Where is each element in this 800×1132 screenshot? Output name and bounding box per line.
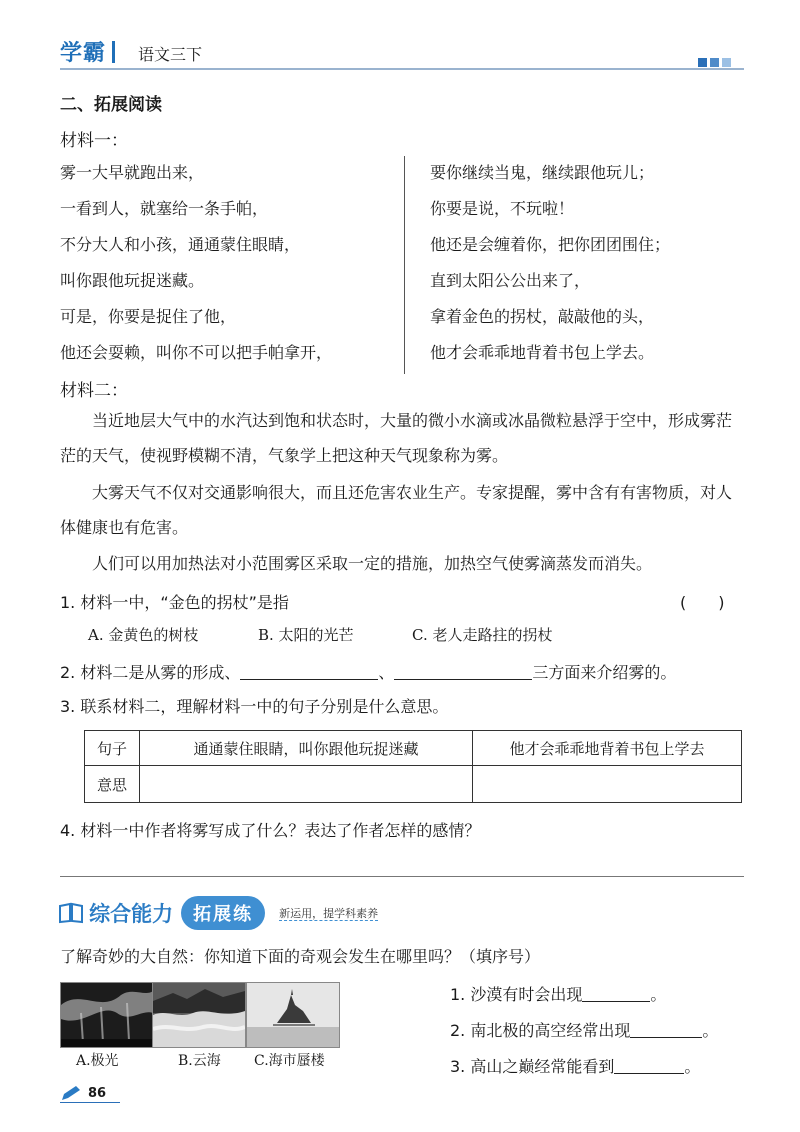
brand-logo (60, 36, 115, 67)
fill-item-end: 。 (684, 1057, 701, 1076)
footer-line (60, 1102, 120, 1103)
question-2-text-end: 三方面来介绍雾的。 (532, 663, 677, 682)
material2-paragraph: 人们可以用加热法对小范围雾区采取一定的措施，加热空气使雾滴蒸发而消失。 (92, 554, 653, 573)
poem-left-line: 他还会耍赖，叫你不可以把手帕拿开， (60, 343, 333, 362)
poem-right-line: 你要是说，不玩啦！ (430, 199, 575, 218)
answer-cell[interactable] (140, 766, 473, 803)
fill-item (450, 1018, 718, 1041)
photo-caption: B.云海 (178, 1053, 221, 1069)
table-header: 句子 (85, 731, 140, 766)
answer-blank[interactable] (630, 1021, 702, 1038)
mirage-photo (246, 982, 340, 1048)
banner-title: 综合能力 (89, 902, 174, 926)
book-icon (58, 902, 84, 924)
pencil-icon (60, 1084, 82, 1102)
banner-tag: 新运用，提学科素养 (279, 907, 379, 920)
poem-right-line: 要你继续当鬼，继续跟他玩儿； (430, 163, 655, 182)
answer-cell[interactable] (473, 766, 742, 803)
poem-right-line: 他才会乖乖地背着书包上学去。 (430, 343, 655, 362)
question-2-sep: 、 (378, 663, 395, 682)
fill-item-end: 。 (702, 1021, 719, 1040)
poem-right-line: 直到太阳公公出来了， (430, 271, 591, 290)
answer-blank[interactable] (394, 663, 532, 680)
fill-item (450, 1054, 700, 1077)
subject-label: 语文三下 (138, 45, 203, 64)
poem-left-line: 一看到人，就塞给一条手帕， (60, 199, 269, 218)
question-3: 3. 联系材料二，理解材料一中的句子分别是什么意思。 (60, 697, 449, 716)
fill-item (450, 982, 666, 1005)
option-b[interactable]: B. 太阳的光芒 (258, 626, 354, 644)
aurora-photo (60, 982, 154, 1048)
answer-table (84, 730, 742, 803)
poem-left-line: 雾一大早就跑出来， (60, 163, 205, 182)
answer-blank[interactable] (582, 985, 650, 1002)
poem-left-line: 不分大人和小孩，通通蒙住眼睛， (60, 235, 301, 254)
option-a[interactable]: A. 金黄色的树枝 (88, 626, 199, 644)
poem-left-line: 叫你跟他玩捉迷藏。 (60, 271, 205, 290)
photo-caption: A.极光 (76, 1053, 119, 1069)
answer-line[interactable] (60, 876, 744, 877)
question-4: 4. 材料一中作者将雾写成了什么？表达了作者怎样的感情？ (60, 821, 481, 840)
extension-intro: 了解奇妙的大自然：你知道下面的奇观会发生在哪里吗？（填序号） (60, 947, 541, 966)
material2-paragraph: 大雾天气不仅对交通影响很大，而且还危害农业生产。专家提醒，雾中含有有害物质，对人体健康也有危害。 (60, 483, 733, 537)
poem-right-line: 拿着金色的拐杖，敲敲他的头， (430, 307, 655, 326)
poem-column-divider (404, 156, 405, 374)
fill-item-text: 1. 沙漠有时会出现 (450, 985, 583, 1004)
material1-label: 材料一： (60, 131, 128, 151)
fill-item-text: 2. 南北极的高空经常出现 (450, 1021, 631, 1040)
sea-of-clouds-photo (152, 982, 246, 1048)
material2-paragraph: 当近地层大气中的水汽达到饱和状态时，大量的微小水滴或冰晶微粒悬浮于空中，形成雾茫茫的天气，使视野模糊不清，气象学上把这种天气现象称为雾。 (60, 411, 733, 465)
material2-label: 材料二： (60, 381, 128, 401)
answer-blank[interactable] (614, 1057, 684, 1074)
table-header: 通通蒙住眼睛，叫你跟他玩捉迷藏 (140, 731, 473, 766)
table-row-label: 意思 (85, 766, 140, 803)
banner-pill: 拓展练 (181, 896, 265, 930)
header-divider (60, 68, 744, 70)
poem-left-line: 可是，你要是捉住了他， (60, 307, 237, 326)
question-2-text: 2. 材料二是从雾的形成、 (60, 663, 241, 682)
poem-right-line: 他还是会缠着你，把你团团围住； (430, 235, 671, 254)
page-number: 86 (88, 1086, 107, 1101)
section-title: 二、拓展阅读 (60, 95, 162, 115)
fill-item-text: 3. 高山之巅经常能看到 (450, 1057, 615, 1076)
table-header: 他才会乖乖地背着书包上学去 (473, 731, 742, 766)
fill-item-end: 。 (650, 985, 667, 1004)
question-2 (60, 660, 676, 683)
answer-blank[interactable] (240, 663, 378, 680)
brand-text: 学霸 (60, 41, 107, 66)
option-c[interactable]: C. 老人走路拄的拐杖 (412, 626, 553, 644)
photo-caption: C.海市蜃楼 (254, 1053, 325, 1069)
answer-bracket[interactable]: ( ) (680, 593, 725, 612)
extension-banner (58, 896, 378, 930)
question-1: 1. 材料一中，“金色的拐杖”是指 (60, 593, 289, 612)
